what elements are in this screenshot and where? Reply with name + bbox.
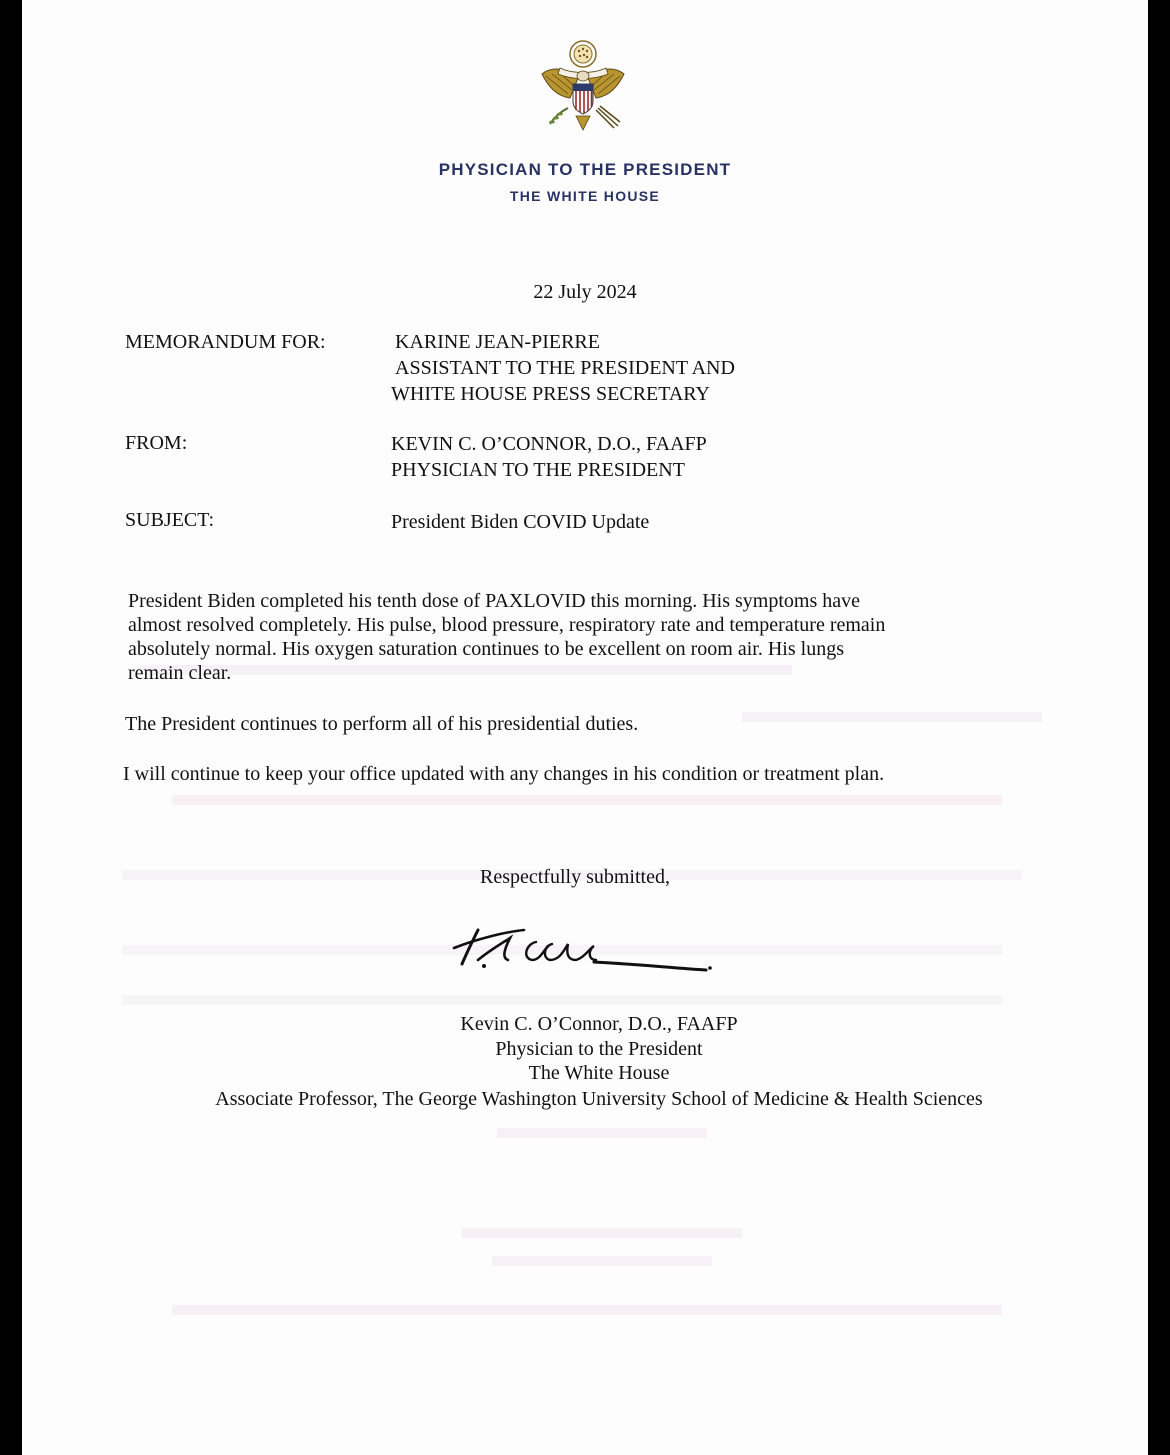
body-paragraph-2: The President continues to perform all of his presidential duties. [125, 713, 639, 735]
recipient-line: KARINE JEAN-PIERRE [395, 331, 600, 353]
bleed-through-decoration [492, 1256, 712, 1266]
valediction: Respectfully submitted, [480, 866, 670, 888]
body-line: President Biden completed his tenth dose of PAXLOVID this morning. His symptoms have [128, 590, 860, 612]
bleed-through-decoration [172, 1305, 1002, 1315]
recipient-line: ASSISTANT TO THE PRESIDENT AND [395, 357, 735, 379]
body-paragraph-3: I will continue to keep your office updated with any changes in his condition or treatment plan. [123, 763, 885, 785]
memo-page [22, 0, 1148, 1455]
letterhead-institution: THE WHITE HOUSE [509, 188, 661, 204]
sender-line: PHYSICIAN TO THE PRESIDENT [391, 459, 685, 481]
bleed-through-decoration [172, 795, 1002, 805]
signer-name: Kevin C. O’Connor, D.O., FAAFP [460, 1013, 738, 1035]
signer-affiliation: Associate Professor, The George Washington University School of Medicine & Health Sciences [215, 1088, 983, 1110]
body-paragraph-1 [128, 589, 885, 685]
handwritten-signature-icon [444, 920, 714, 982]
body-line: absolutely normal. His oxygen saturation continues to be excellent on room air. His lungs [128, 638, 844, 660]
letterhead-office: PHYSICIAN TO THE PRESIDENT [438, 160, 732, 179]
presidential-eagle-seal-icon [538, 38, 628, 136]
sender-line: KEVIN C. O’CONNOR, D.O., FAAFP [391, 433, 707, 455]
recipient-line: WHITE HOUSE PRESS SECRETARY [391, 383, 710, 405]
bleed-through-decoration [462, 1228, 742, 1238]
memo-for-label: MEMORANDUM FOR: [125, 331, 326, 353]
signer-title: Physician to the President [495, 1038, 703, 1060]
body-line: almost resolved completely. His pulse, blood pressure, respiratory rate and temperature remain [128, 614, 886, 636]
memo-from-sender [391, 431, 707, 483]
memo-from-label: FROM: [125, 432, 188, 454]
bleed-through-decoration [122, 995, 1002, 1005]
memo-date: 22 July 2024 [533, 281, 637, 303]
memo-for-recipient [391, 329, 735, 407]
body-line: remain clear. [128, 662, 232, 684]
memo-subject-label: SUBJECT: [125, 509, 215, 531]
bleed-through-decoration [497, 1128, 707, 1138]
signer-office: The White House [528, 1062, 670, 1084]
bleed-through-decoration [742, 712, 1042, 722]
memo-subject: President Biden COVID Update [391, 511, 650, 533]
